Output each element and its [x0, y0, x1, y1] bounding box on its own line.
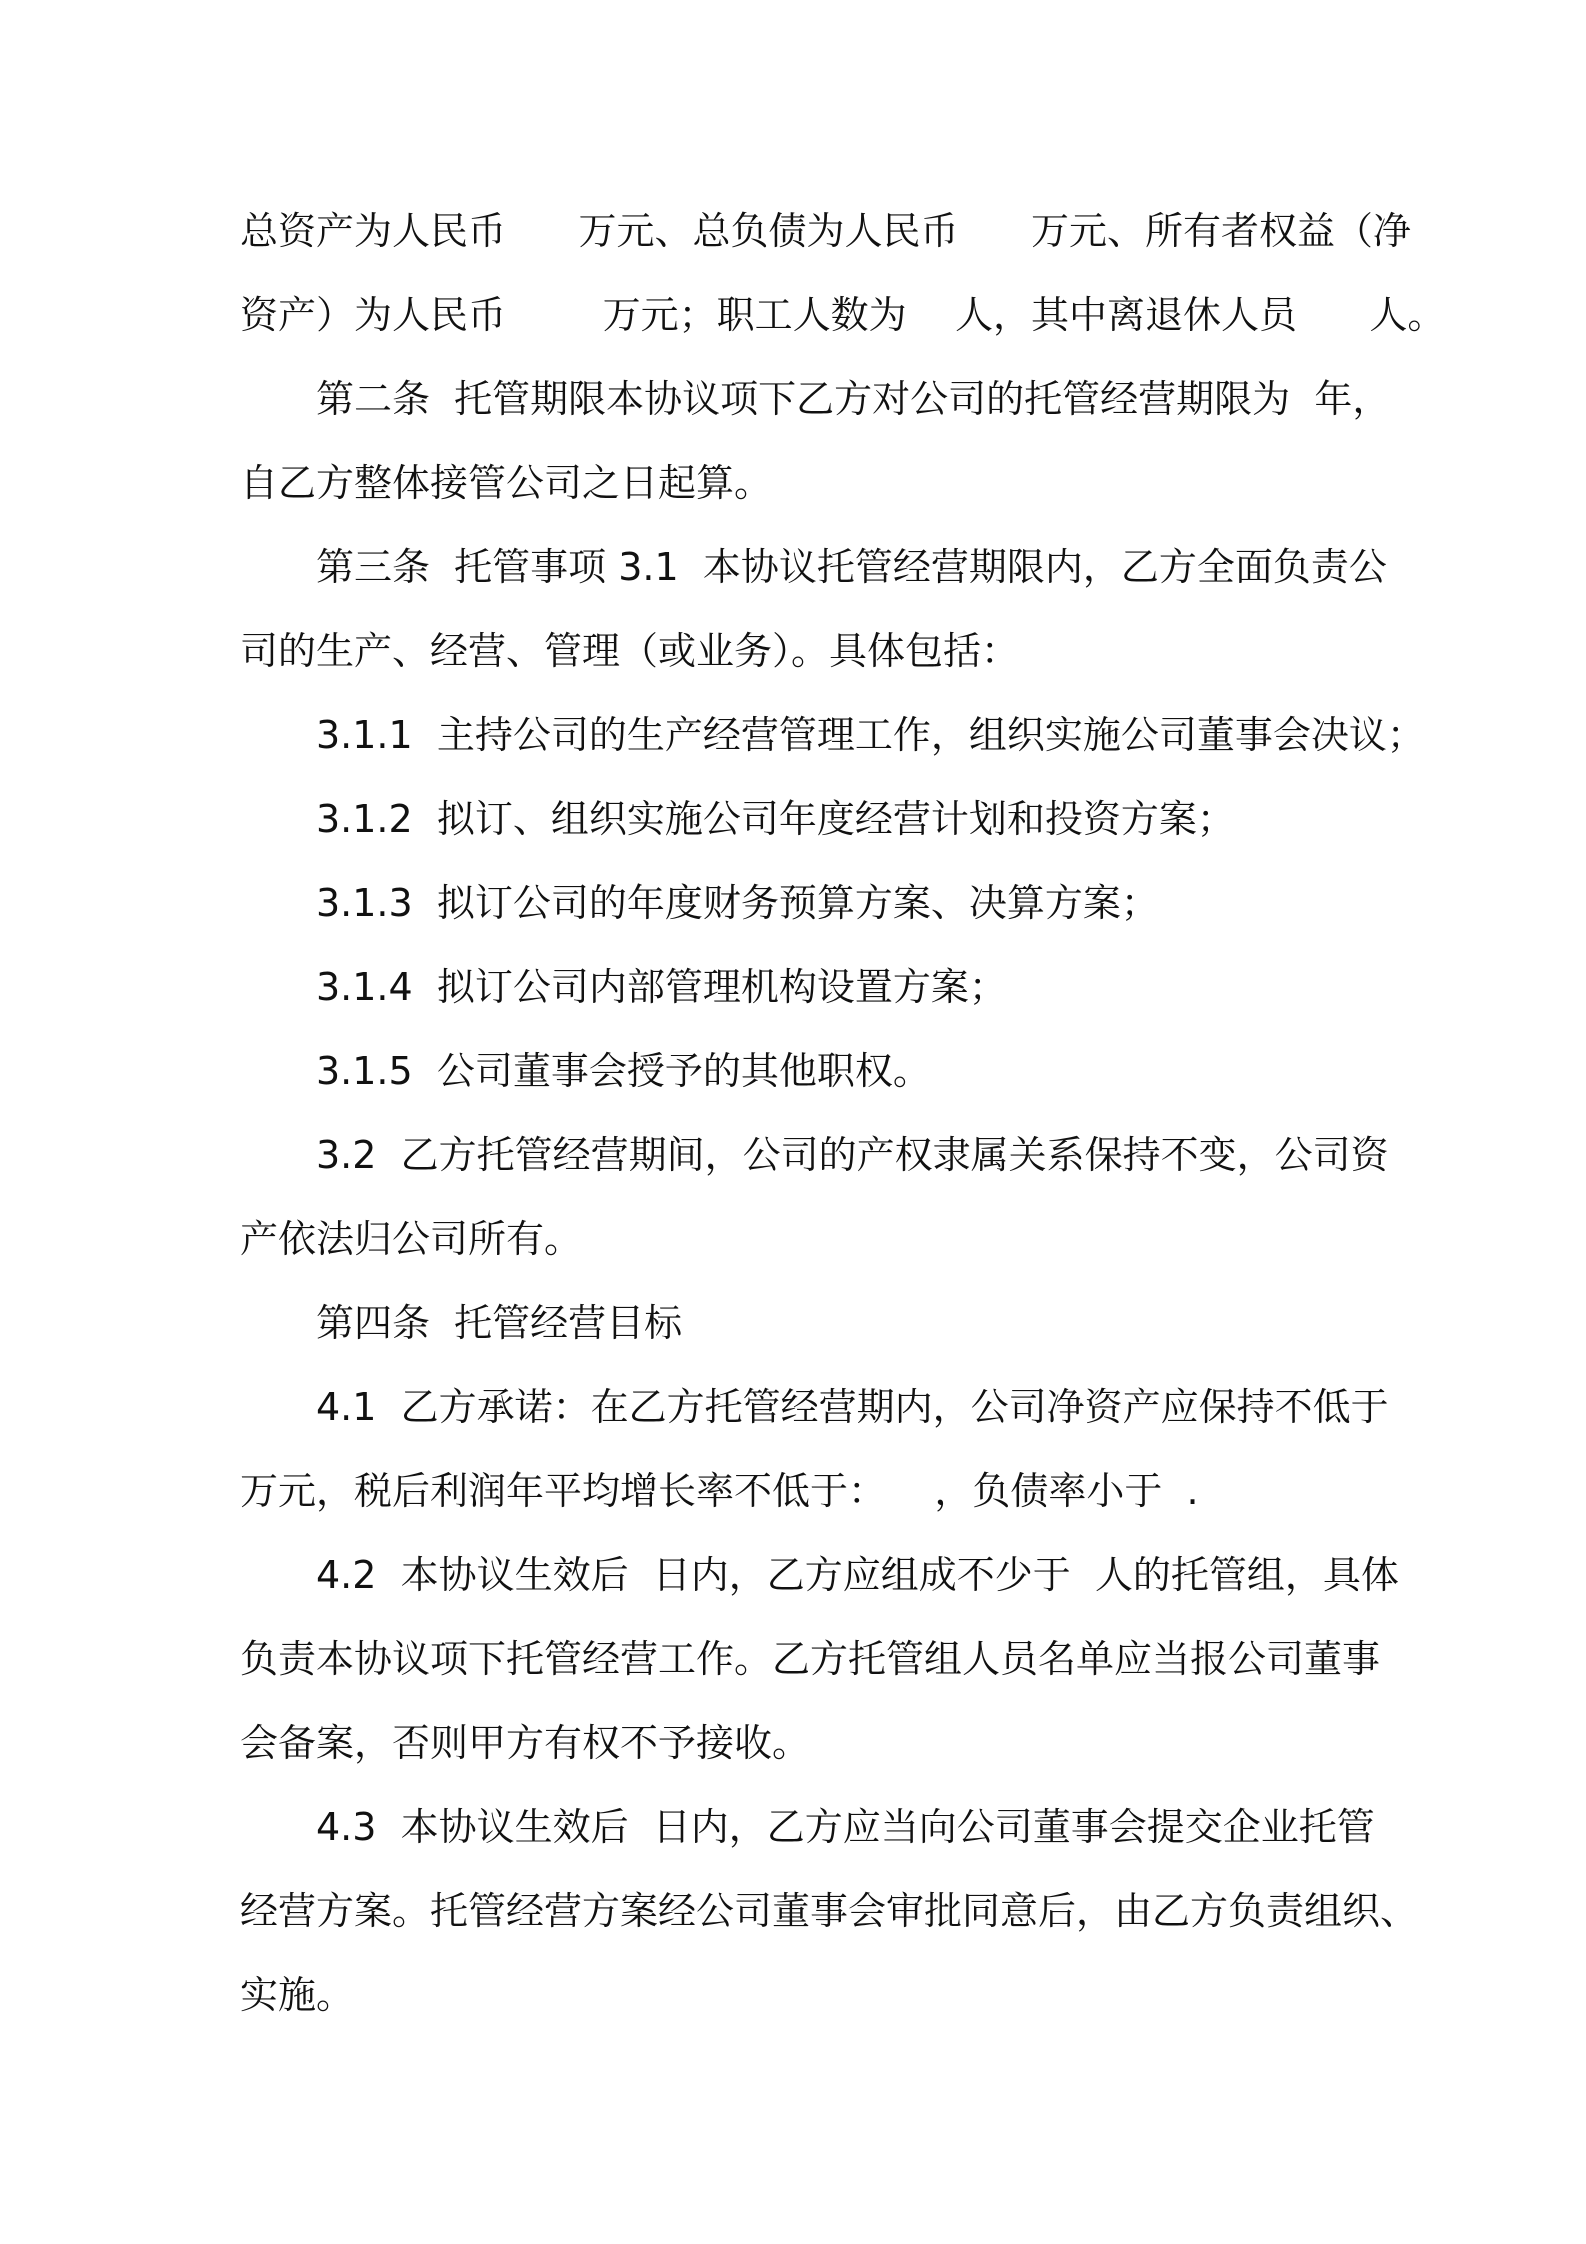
text-line: 3.1.2 拟订、组织实施公司年度经营计划和投资方案；: [316, 797, 1235, 841]
text-line: 资产）为人民币 万元；职工人数为 人，其中离退休人员 人。: [240, 293, 1446, 337]
text-line: 经营方案。托管经营方案经公司董事会审批同意后，由乙方负责组织、: [240, 1889, 1419, 1933]
text-line: 自乙方整体接管公司之日起算。: [240, 461, 773, 505]
text-line: 3.1.5 公司董事会授予的其他职权。: [316, 1049, 931, 1093]
text-line: 实施。: [240, 1973, 355, 2017]
text-line: 产依法归公司所有。: [240, 1217, 583, 1261]
text-line: 会备案，否则甲方有权不予接收。: [240, 1721, 811, 1765]
text-line: 3.2 乙方托管经营期间，公司的产权隶属关系保持不变，公司资: [316, 1133, 1389, 1177]
text-line: 3.1.3 拟订公司的年度财务预算方案、决算方案；: [316, 881, 1159, 925]
text-line: 4.1 乙方承诺：在乙方托管经营期内，公司净资产应保持不低于: [316, 1385, 1389, 1429]
text-line: 第二条 托管期限本协议项下乙方对公司的托管经营期限为 年，: [316, 377, 1391, 421]
text-line: 万元，税后利润年平均增长率不低于： ，负债率小于 .: [240, 1469, 1199, 1513]
text-line: 第四条 托管经营目标: [316, 1301, 683, 1345]
text-line: 4.2 本协议生效后 日内，乙方应组成不少于 人的托管组，具体: [316, 1553, 1399, 1597]
text-line: 4.3 本协议生效后 日内，乙方应当向公司董事会提交企业托管: [316, 1805, 1375, 1849]
text-line: 3.1.4 拟订公司内部管理机构设置方案；: [316, 965, 1007, 1009]
text-line: 负责本协议项下托管经营工作。乙方托管组人员名单应当报公司董事: [240, 1637, 1381, 1681]
text-line: 3.1.1 主持公司的生产经营管理工作，组织实施公司董事会决议；: [316, 713, 1425, 757]
text-line: 总资产为人民币 万元、总负债为人民币 万元、所有者权益（净: [240, 209, 1411, 253]
text-line: 第三条 托管事项 3.1 本协议托管经营期限内，乙方全面负责公: [316, 545, 1387, 589]
text-line: 司的生产、经营、管理（或业务）。具体包括：: [240, 629, 1020, 673]
